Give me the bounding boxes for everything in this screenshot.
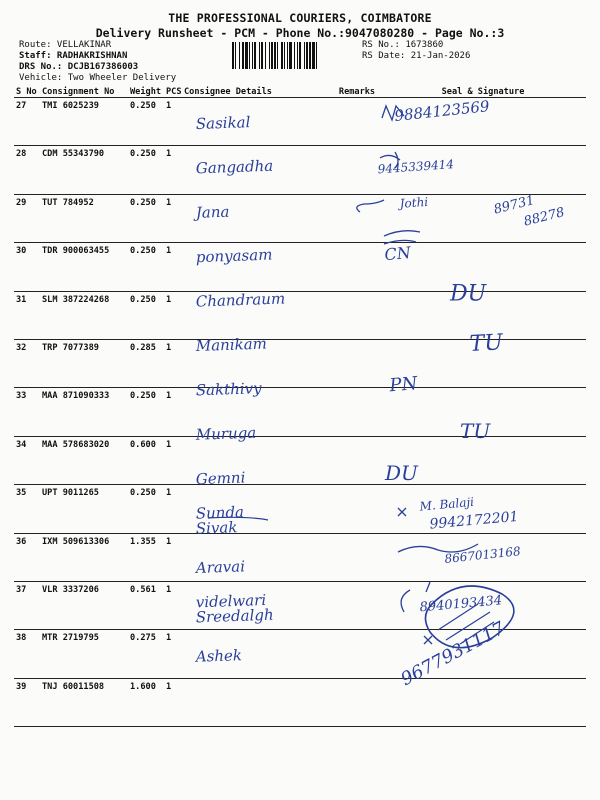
table-row — [14, 291, 586, 339]
staff-text: Staff: RADHAKRISHNAN — [19, 51, 128, 61]
table-row — [14, 485, 586, 533]
signature-cell — [380, 339, 586, 387]
table-row — [14, 194, 586, 242]
weight-cell: 0.250 — [128, 243, 164, 291]
rs-date: RS Date: 21-Jan-2026 — [362, 51, 471, 61]
weight-cell: 0.250 — [128, 146, 164, 194]
consignee-handwriting: Manikam — [195, 334, 268, 355]
table-row — [14, 243, 586, 291]
consignee-handwriting: Muruga — [195, 423, 257, 444]
col-consignment: Consignment No — [40, 86, 128, 98]
consignee-handwriting: Sreedalgh — [195, 605, 274, 627]
consignee-cell — [182, 194, 334, 242]
sno-cell: 28 — [14, 146, 40, 194]
table-row — [14, 98, 586, 146]
signature-cell — [380, 485, 586, 533]
col-remarks: Remarks — [334, 86, 380, 98]
signature-handwriting: 9942172201 — [428, 508, 520, 533]
remarks-cell — [334, 581, 380, 629]
signature-handwriting: 8667013168 — [443, 544, 522, 566]
consignee-cell — [182, 388, 334, 436]
signature-cell — [380, 146, 586, 194]
remarks-cell — [334, 98, 380, 146]
sno-cell: 34 — [14, 436, 40, 484]
signature-cell — [380, 533, 586, 581]
sno-cell: 35 — [14, 485, 40, 533]
remarks-cell — [334, 388, 380, 436]
pcs-cell: 1 — [164, 98, 182, 146]
remarks-cell — [334, 146, 380, 194]
pcs-cell: 1 — [164, 388, 182, 436]
consignment-cell: TUT 784952 — [40, 194, 128, 242]
signature-cell — [380, 388, 586, 436]
consignee-cell — [182, 630, 334, 678]
consignee-cell — [182, 678, 334, 726]
consignee-cell — [182, 485, 334, 533]
remarks-cell — [334, 533, 380, 581]
signature-handwriting: DU — [450, 281, 487, 307]
table-row — [14, 533, 586, 581]
signature-handwriting: Jothi — [399, 194, 429, 211]
sno-cell: 30 — [14, 243, 40, 291]
sno-cell: 31 — [14, 291, 40, 339]
consignment-cell: CDM 55343790 — [40, 146, 128, 194]
consignee-handwriting: Gemni — [195, 468, 246, 489]
consignee-handwriting: Sakthivy — [195, 379, 262, 400]
signature-cell — [380, 243, 586, 291]
signature-handwriting: DU — [385, 461, 418, 486]
signature-handwriting: CN — [383, 242, 412, 265]
signature-cell — [380, 436, 586, 484]
table-row — [14, 630, 586, 678]
consignee-handwriting: Sivak — [195, 518, 238, 538]
weight-cell: 1.355 — [128, 533, 164, 581]
company-title: THE PROFESSIONAL COURIERS, COIMBATORE — [168, 11, 432, 25]
consignee-cell — [182, 98, 334, 146]
remarks-cell — [334, 485, 380, 533]
signature-cell — [380, 98, 586, 146]
sno-cell: 33 — [14, 388, 40, 436]
remarks-cell — [334, 194, 380, 242]
consignment-cell: MTR 2719795 — [40, 630, 128, 678]
consignee-handwriting: ponyasam — [195, 245, 273, 267]
pcs-cell: 1 — [164, 291, 182, 339]
consignee-cell — [182, 436, 334, 484]
drs-text: DRS No.: DCJB167386003 — [19, 62, 139, 72]
signature-handwriting: TU — [469, 330, 504, 357]
table-row — [14, 146, 586, 194]
route-text: Route: VELLAKINAR — [19, 40, 112, 50]
consignee-handwriting: Sasikal — [195, 113, 251, 133]
consignee-cell — [182, 581, 334, 629]
signature-handwriting: 8940193434 — [419, 593, 503, 616]
signature-cell — [380, 194, 586, 242]
sno-cell: 38 — [14, 630, 40, 678]
consignment-cell: TRP 7077389 — [40, 339, 128, 387]
table-header-row — [14, 86, 586, 98]
pcs-cell: 1 — [164, 243, 182, 291]
weight-cell: 0.250 — [128, 194, 164, 242]
remarks-cell — [334, 678, 380, 726]
col-pcs: PCS — [166, 86, 182, 97]
signature-handwriting: 9884123569 — [393, 97, 491, 125]
remarks-cell — [334, 291, 380, 339]
consignee-cell — [182, 146, 334, 194]
sno-cell: 36 — [14, 533, 40, 581]
runsheet-table — [14, 86, 586, 727]
weight-cell: 0.600 — [128, 436, 164, 484]
weight-cell: 0.275 — [128, 630, 164, 678]
pcs-cell: 1 — [164, 630, 182, 678]
pcs-cell: 1 — [164, 339, 182, 387]
weight-cell: 0.250 — [128, 291, 164, 339]
col-signature: Seal & Signature — [380, 86, 586, 98]
consignment-cell: TDR 900063455 — [40, 243, 128, 291]
consignee-handwriting: Aravai — [195, 557, 246, 577]
signature-handwriting: 9677931117 — [397, 617, 509, 691]
barcode — [232, 42, 358, 69]
weight-cell: 1.600 — [128, 678, 164, 726]
signature-handwriting: M. Balaji — [419, 494, 475, 514]
col-weight: Weight — [128, 86, 164, 98]
consignment-cell: TNJ 60011508 — [40, 678, 128, 726]
signature-handwriting: PN — [388, 373, 419, 397]
consignee-cell — [182, 291, 334, 339]
consignee-cell — [182, 243, 334, 291]
consignee-handwriting: Ashek — [195, 646, 243, 666]
signature-cell — [380, 291, 586, 339]
pcs-cell: 1 — [164, 485, 182, 533]
runsheet-subtitle: Delivery Runsheet - PCM - Phone No.:9047080280 - Page No.:3 — [95, 26, 505, 40]
sno-cell: 37 — [14, 581, 40, 629]
consignment-cell: VLR 3337206 — [40, 581, 128, 629]
signature-handwriting: 9445339414 — [377, 157, 455, 177]
pcs-cell: 1 — [164, 581, 182, 629]
consignment-cell: UPT 9011265 — [40, 485, 128, 533]
pcs-cell: 1 — [164, 533, 182, 581]
sno-cell: 27 — [14, 98, 40, 146]
signature-cell — [380, 678, 586, 726]
rs-number: RS No.: 1673860 — [362, 40, 444, 50]
weight-cell: 0.561 — [128, 581, 164, 629]
weight-cell: 0.250 — [128, 485, 164, 533]
consignment-cell: TMI 6025239 — [40, 98, 128, 146]
weight-cell: 0.285 — [128, 339, 164, 387]
table-row — [14, 436, 586, 484]
table-row — [14, 388, 586, 436]
remarks-cell — [334, 339, 380, 387]
signature-cell — [380, 630, 586, 678]
signature-handwriting: 89731 — [492, 193, 537, 218]
signature-cell — [380, 581, 586, 629]
weight-cell: 0.250 — [128, 98, 164, 146]
col-sno: S No — [14, 86, 40, 98]
table-row — [14, 581, 586, 629]
weight-cell: 0.250 — [128, 388, 164, 436]
consignee-cell — [182, 533, 334, 581]
consignee-handwriting: Sunda — [195, 502, 245, 523]
consignee-handwriting: Chandraum — [195, 289, 286, 311]
col-consignee: Consignee Details — [182, 86, 334, 98]
pcs-cell: 1 — [164, 146, 182, 194]
table-row — [14, 678, 586, 726]
consignment-cell: MAA 871090333 — [40, 388, 128, 436]
consignment-cell: SLM 387224268 — [40, 291, 128, 339]
remarks-cell — [334, 436, 380, 484]
consignment-cell: MAA 578683020 — [40, 436, 128, 484]
vehicle-text: Vehicle: Two Wheeler Delivery — [19, 73, 177, 83]
table-row — [14, 339, 586, 387]
consignee-handwriting: Gangadha — [195, 156, 274, 178]
pcs-cell: 1 — [164, 436, 182, 484]
signature-handwriting: 88278 — [522, 205, 567, 230]
remarks-cell — [334, 243, 380, 291]
pcs-cell: 1 — [164, 678, 182, 726]
consignment-cell: IXM 509613306 — [40, 533, 128, 581]
consignee-cell — [182, 339, 334, 387]
remarks-cell — [334, 630, 380, 678]
consignee-handwriting: Jana — [195, 202, 230, 222]
consignee-handwriting: videlwari — [195, 590, 267, 612]
sno-cell: 39 — [14, 678, 40, 726]
sno-cell: 29 — [14, 194, 40, 242]
sno-cell: 32 — [14, 339, 40, 387]
signature-handwriting: TU — [460, 418, 491, 443]
pcs-cell: 1 — [164, 194, 182, 242]
